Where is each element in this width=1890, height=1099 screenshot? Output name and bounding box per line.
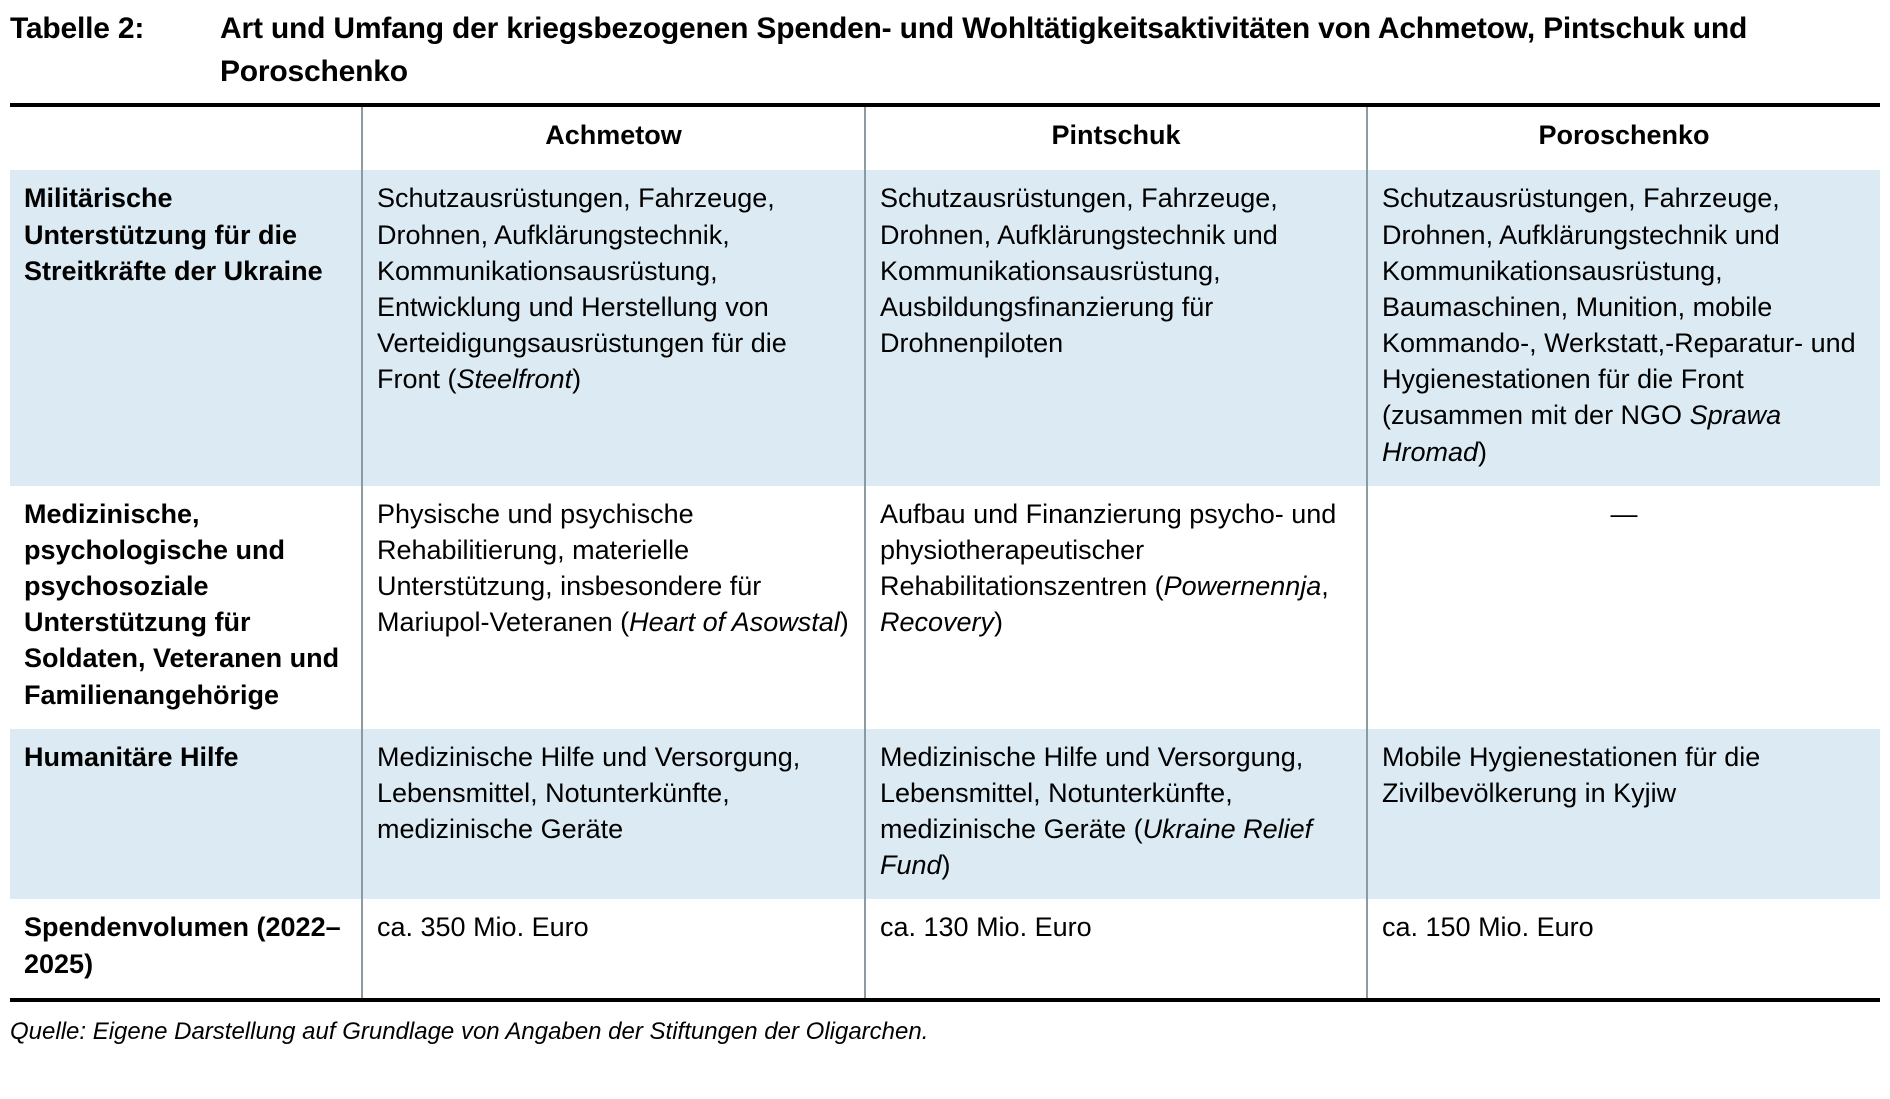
org-name-italic: Powernennja [1163, 571, 1322, 602]
table-body [10, 170, 1880, 998]
cell-text: Physische und psychische Rehabilitierung, materielle Unterstützung, insbesondere für Mariupol-Veteranen ( [377, 498, 762, 638]
cell-text: Schutzausrüstungen, Fahrzeuge, Drohnen, Aufklärungstechnik, Kommunikationsausrüstung, Entwicklung und Herstellung von Verteidigungsausrüstungen für die Front ( [377, 183, 787, 395]
table-row [10, 486, 1880, 729]
table-cell [362, 170, 865, 486]
org-name-italic: Recovery [880, 607, 995, 638]
cell-text: Medizinische Hilfe und Versorgung, Lebensmittel, Notunterkünfte, medizinische Geräte ( [880, 741, 1304, 845]
caption-title: Art und Umfang der kriegsbezogenen Spenden- und Wohltätigkeitsaktivitäten von Achmetow, Pintschuk und Poroschenko [220, 12, 1748, 88]
table-row [10, 899, 1880, 997]
cell-text: ca. 350 Mio. Euro [377, 912, 589, 943]
cell-text: ca. 150 Mio. Euro [1382, 912, 1594, 943]
row-label: Humanitäre Hilfe [10, 729, 362, 900]
cell-text: ca. 130 Mio. Euro [880, 912, 1092, 943]
row-label: Spendenvolumen (2022–2025) [10, 899, 362, 997]
cell-text: ) [941, 850, 951, 881]
source-note: Quelle: Eigene Darstellung auf Grundlage von Angaben der Stiftungen der Oligarchen. [10, 1017, 929, 1045]
column-header-achmetow: Achmetow [362, 107, 865, 170]
row-label: Militärische Unterstützung für die Streitkräfte der Ukraine [10, 170, 362, 486]
table-cell [362, 899, 865, 997]
cell-text: ) [1478, 436, 1488, 467]
cell-text: ) [994, 607, 1004, 638]
table-cell [865, 170, 1367, 486]
table-row [10, 729, 1880, 900]
table-container [10, 103, 1880, 1002]
table-cell [865, 899, 1367, 997]
org-name-italic: Steelfront [456, 364, 573, 395]
table-cell [362, 486, 865, 729]
table-cell [865, 729, 1367, 900]
org-name-italic: Sprawa Hromad [1382, 400, 1782, 467]
column-header-corner [10, 107, 362, 170]
org-name-italic: Heart of Asowstal [629, 607, 840, 638]
org-name-italic: Ukraine Relief Fund [880, 814, 1313, 881]
cell-text: Medizinische Hilfe und Versorgung, Lebensmittel, Notunterkünfte, medizinische Geräte [377, 741, 801, 845]
comparison-table [10, 107, 1880, 998]
table-row [10, 170, 1880, 486]
cell-text: ) [572, 364, 582, 395]
table-cell [865, 486, 1367, 729]
cell-text: Schutzausrüstungen, Fahrzeuge, Drohnen, Aufklärungstechnik und Kommunikationsausrüstung, Ausbildungsfinanzierung für Drohnenpiloten [880, 183, 1278, 359]
table-cell [1367, 170, 1880, 486]
cell-text: ) [839, 607, 849, 638]
cell-text: Schutzausrüstungen, Fahrzeuge, Drohnen, Aufklärungstechnik und Kommunikationsausrüstung, Baumaschinen, Munition, mobile Kommando-, Werkstatt,-Reparatur- und Hygienestationen für die Front (zusammen mit der NGO [1382, 183, 1856, 431]
cell-text: Mobile Hygienestationen für die Zivilbevölkerung in Kyjiw [1382, 741, 1761, 808]
table-cell [362, 729, 865, 900]
table-cell [1367, 899, 1880, 997]
column-header-pintschuk: Pintschuk [865, 107, 1367, 170]
table-head [10, 107, 1880, 170]
cell-text: , [1321, 571, 1329, 602]
cell-text: Aufbau und Finanzierung psycho- und physiotherapeutischer Rehabilitationszentren ( [880, 498, 1337, 602]
column-header-poroschenko: Poroschenko [1367, 107, 1880, 170]
row-label: Medizinische, psychologische und psychosoziale Unterstützung für Soldaten, Veteranen und Familienangehörige [10, 486, 362, 729]
table-caption [0, 0, 1890, 93]
caption-label: Tabelle 2: [10, 12, 145, 45]
table-header-row [10, 107, 1880, 170]
table-cell [1367, 729, 1880, 900]
table-cell-empty-dash: — [1367, 486, 1880, 729]
